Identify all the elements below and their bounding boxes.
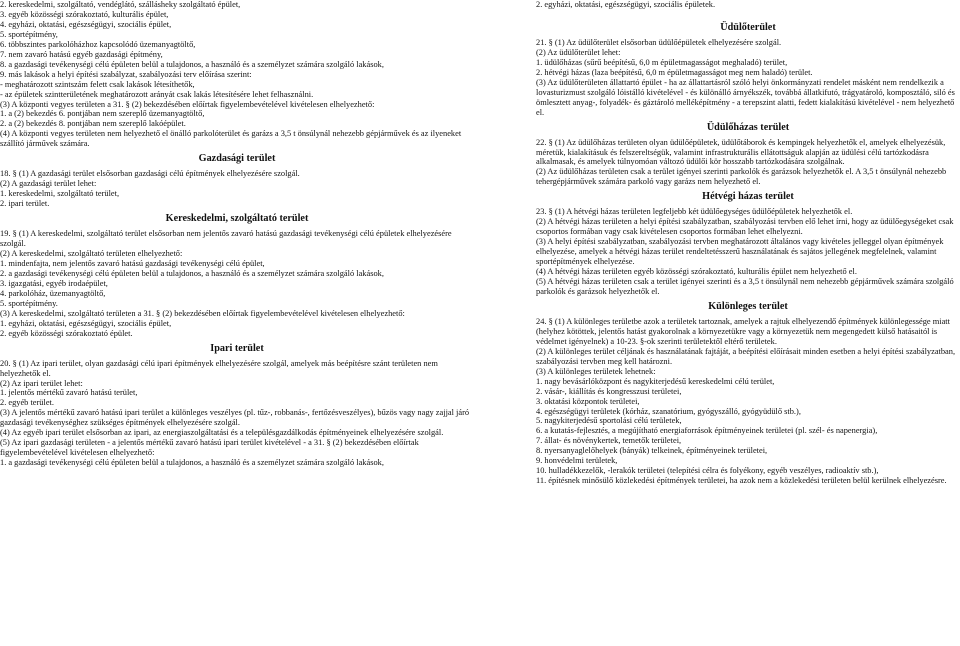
section-heading: Gazdasági terület [198, 153, 276, 165]
text-line: (3) Az üdülőterületen állattartó épület - ha az állattartásról szóló helyi önkormányzati rendelet másként nem rendelkezik a lovasturizmust szolgáló lóistálló kivételével - és különálló árnyékszék, továbbá állatkifutó, trágyatároló, komposztáló, siló és ömlesztett anyag-, folyadék- és gáztároló melléképítmény - a terepszint alatti, fedett kialakítású kivételével - nem helyezhető el. [536, 77, 955, 117]
text-line: (3) A különleges területek lehetnek: [536, 366, 656, 376]
text-line: (2) A gazdasági terület lehet: [0, 179, 97, 189]
text-line: (3) A központi vegyes területen a 31. § (2) bekezdésében előírtak figyelembevételével kivételesen elhelyezhető: [0, 99, 375, 109]
text-line: 1. mindenfajta, nem jelentős zavaró hatású gazdasági tevékenységi célú épület, [0, 258, 265, 268]
text-line: 22. § (1) Az üdülőházas területen olyan üdülőépületek, üdülőtáborok és kempingek helyezhetők el, amelyek elhelyezésük, méretük, kialakításuk és felszereltségük, valamint infrastrukturális ellátottságuk alapján az üdülési célú tartózkodásra alkalmasak, és amelyek túlnyomóan változó üdülői kör hosszabb tartózkodására szolgálnak. [536, 137, 946, 167]
text-line: 2. hétvégi házas (laza beépítésű, 6,0 m épületmagasságot meg nem haladó) terület. [536, 67, 813, 77]
text-line: (2) Az ipari terület lehet: [0, 378, 83, 388]
section-heading: Kereskedelmi, szolgáltató terület [165, 213, 309, 225]
text-line: 2. a gazdasági tevékenységi célú épületen belül a tulajdonos, a használó és a személyzet számára szolgáló lakások, [0, 268, 384, 278]
text-line: (2) A kereskedelmi, szolgáltató területen elhelyezhető: [0, 249, 183, 259]
text-line: (3) A kereskedelmi, szolgáltató területen a 31. § (2) bekezdésében előírtak figyelembevételével kivételesen elhelyezhető: [0, 308, 405, 318]
text-line: 7. nem zavaró hatású egyéb gazdasági építmény, [0, 49, 163, 59]
text-line: 1. a (2) bekezdés 6. pontjában nem szereplő üzemanyagtöltő, [0, 109, 205, 119]
text-line: 3. egyéb közösségi szórakoztató, kulturális épület, [0, 9, 169, 19]
text-line: 23. § (1) A hétvégi házas területen legfeljebb két üdülőegységes üdülőépületek helyezhetők el. [536, 207, 853, 217]
text-line: 4. parkolóház, üzemanyagtöltő, [0, 288, 106, 298]
text-line: (4) Az egyéb ipari terület elsősorban az ipari, az energiaszolgáltatási és a településgazdálkodás építményeinek elhelyezésére szolgál. [0, 428, 444, 438]
text-line: 10. hulladékkezelők, -lerakók területei (telepítési célra és folyékony, egyéb veszélyes, radioaktív stb.), [536, 466, 879, 476]
text-line: 1. kereskedelmi, szolgáltató terület, [0, 189, 120, 199]
text-line: 24. § (1) A különleges területbe azok a területek tartoznak, amelyek a rajtuk elhelyezendő építmények különlegessége miatt (helyhez kötöttek, jelentős hatást gyakorolnak a környezetükre vagy a környezetük nem megengedett külső hatásaitól is védelmet igényelnek) a 10-23. §-ok szerinti területektől eltérő területek. [536, 316, 950, 346]
text-line: 5. nagykiterjedésű sportolási célú területek, [536, 416, 682, 426]
text-line: (2) Az üdülőterület lehet: [536, 47, 621, 57]
text-line: (4) A hétvégi házas területen egyéb közösségi szórakoztató, kulturális épület nem helyezhető el. [536, 267, 857, 277]
text-line: - meghatározott szintszám felett csak lakások létesíthetők, [0, 79, 195, 89]
text-line: (5) A hétvégi házas területen csak a terület igényei szerinti és a 3,5 t önsúlynál nem nehezebb gépjárművek számára szolgáló parkolók és garázsok helyezhetők el. [536, 277, 954, 296]
right-text-column [536, 0, 960, 486]
text-line: 2. ipari terület. [0, 199, 50, 209]
text-line: 8. a gazdasági tevékenységi célú épületen belül a tulajdonos, a használó és a személyzet számára szolgáló lakások, [0, 59, 384, 69]
text-line: (2) A különleges terület céljának és használatának fajtáját, a beépítési előírásait minden esetben a helyi építési szabályzatban, szabályozási tervben meg kell határozni. [536, 346, 956, 366]
text-line: 2. egyházi, oktatási, egészségügyi, szociális épületek. [536, 0, 716, 9]
text-line: 21. § (1) Az üdülőterület elsősorban üdülőépületek elhelyezésére szolgál. [536, 37, 782, 47]
section-heading: Különleges terület [708, 300, 788, 312]
text-line: 8. nyersanyaglelőhelyek (bányák) telkeinek, építményeinek területei, [536, 446, 768, 456]
text-line: 4. egészségügyi területek (kórház, szanatórium, gyógyszálló, gyógyüdülő stb.), [536, 406, 801, 416]
text-line: (3) A helyi építési szabályzatban, szabályozási tervben meghatározott általános vagy kivételes jelleggel olyan építmények elhelyezése, amelyek a hétvégi házas terület rendeltetésszerű használatának és sajátos jellegének megfelelnek, valamint sportépítmények elhelyezése. [536, 237, 944, 267]
text-line: 7. állat- és növénykertek, temetők területei, [536, 436, 682, 446]
text-line: 2. vásár-, kiállítás és kongresszusi területei, [536, 386, 682, 396]
text-line: 19. § (1) A kereskedelmi, szolgáltató terület elsősorban nem jelentős zavaró hatású gazdasági tevékenységi célú épületek elhelyezésére szolgál. [0, 229, 452, 249]
text-line: 5. sportépítmény, [0, 29, 58, 39]
section-heading: Ipari terület [210, 342, 264, 354]
text-line: (2) Az üdülőházas területen csak a terület igényei szerinti parkolók és garázsok helyezhetők el. A 3,5 t önsúlynál nehezebb tehergépjárművek számára parkoló vagy garázs nem helyezhető el. [536, 167, 947, 187]
text-line: 9. honvédelmi területek, [536, 456, 618, 466]
text-line: 11. építésnek minősülő közlekedési építmények területei, ha azok nem a közlekedési területen belül kerülnek elhelyezésre. [536, 476, 947, 486]
section-heading: Üdülőházas terület [706, 121, 790, 133]
text-line: 6. a kutatás-fejlesztés, a megújítható energiaforrások építményeinek területei (pl. szél- és napenergia), [536, 426, 878, 436]
text-line: 2. a (2) bekezdés 8. pontjában nem szereplő lakóépület. [0, 119, 186, 129]
text-line: 2. egyéb közösségi szórakoztató épület. [0, 328, 133, 338]
text-line: 1. üdülőházas (sűrű beépítésű, 6,0 m épületmagasságot meghaladó) terület, [536, 57, 788, 67]
text-line: 20. § (1) Az ipari terület, olyan gazdasági célú ipari építmények elhelyezésére szolgál, amelyek más beépítésre szánt területen nem helyezhetők el. [0, 358, 438, 378]
text-line: 4. egyházi, oktatási, egészségügyi, szociális épület, [0, 19, 172, 29]
text-line: 5. sportépítmény. [0, 298, 58, 308]
section-heading: Hétvégi házas terület [702, 191, 794, 203]
text-line: 18. § (1) A gazdasági terület elsősorban gazdasági célú építmények elhelyezésére szolgál. [0, 169, 300, 179]
text-line: 3. igazgatási, egyéb irodaépület, [0, 278, 108, 288]
text-line: 1. jelentős mértékű zavaró hatású terület, [0, 388, 138, 398]
text-line: 1. egyházi, oktatási, egészségügyi, szociális épület, [0, 318, 172, 328]
text-line: - az épületek szintterületének meghatározott arányát csak lakás létesítésére lehet felhasználni. [0, 89, 314, 99]
text-line: 9. más lakások a helyi építési szabályzat, szabályozási terv előírása szerint: [0, 69, 252, 79]
text-line: (5) Az ipari gazdasági területen - a jelentős mértékű zavaró hatású ipari terület kivételével - a 31. § (2) bekezdésében előírtak figyelembevételével kivételesen elhelyezhető: [0, 438, 419, 458]
text-line: 2. kereskedelmi, szolgáltató, vendéglátó, szállásheky szolgáltató épület, [0, 0, 241, 9]
text-line: (2) A hétvégi házas területen a helyi építési szabályzatban, szabályozási tervben elő lehet írni, hogy az üdülőegységeket csak csoportos formában vagy csak kivételesen csoportos formában lehet elhelyezni. [536, 217, 954, 237]
text-line: 1. nagy bevásárlóközpont és nagykiterjedésű kereskedelmi célú terület, [536, 376, 775, 386]
text-line: 6. többszintes parkolóházhoz kapcsolódó üzemanyagtöltő, [0, 39, 196, 49]
text-line: (4) A központi vegyes területen nem helyezhető el önálló parkolóterület és garázs a 3,5 t önsúlynál nehezebb gépjárművek és az ilyeneket szállító járművek számára. [0, 129, 462, 149]
text-line: 1. a gazdasági tevékenységi célú épületen belül a tulajdonos, a használó és a személyzet számára szolgáló lakások, [0, 458, 384, 468]
text-line: 2. egyéb terület. [0, 398, 54, 408]
section-heading: Üdülőterület [720, 21, 776, 33]
text-line: (3) A jelentős mértékű zavaró hatású ipari terület a különleges veszélyes (pl. tűz-, robbanás-, fertőzésveszélyes), bűzös vagy nagy zajjal járó gazdasági tevékenységhez szükséges építmények elhelyezésére szolgál. [0, 408, 470, 428]
text-line: 3. oktatási központok területei, [536, 396, 640, 406]
left-text-column [0, 0, 474, 468]
